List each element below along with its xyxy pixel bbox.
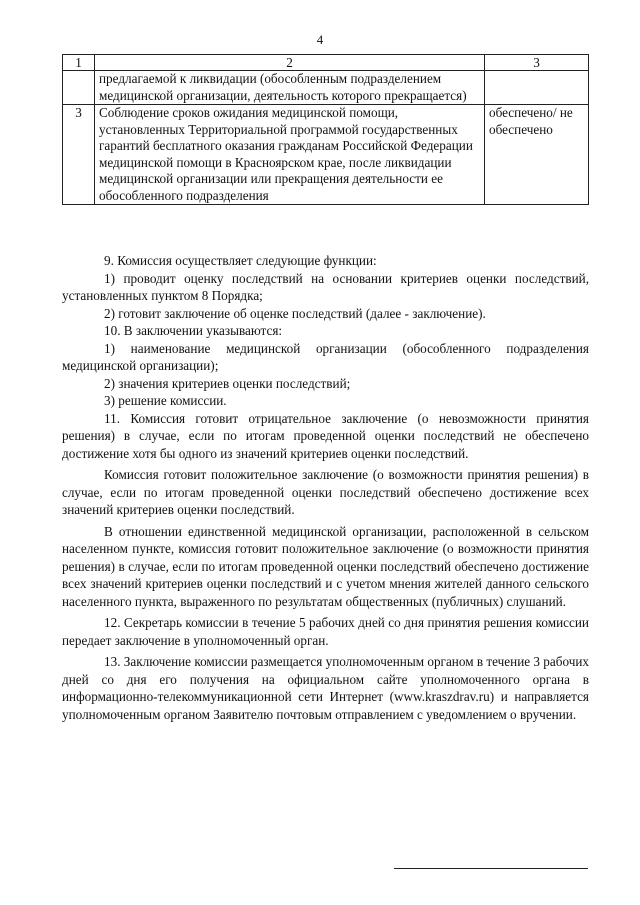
table-header-row — [63, 55, 589, 71]
table-header-cell: 2 — [95, 55, 485, 71]
paragraph: Комиссия готовит положительное заключение (о возможности принятия решения) в случае, если по итогам проведенной оценки последствий обеспечено достижение всех значений критериев оценки последствий. — [62, 467, 589, 517]
paragraph: В отношении единственной медицинской организации, расположенной в сельском населенном пункте, комиссия готовит положительное заключение (о возможности принятия решения) в случае, если по итогам проведенной оценки последствий обеспечено достижение всех значений критериев оценки последствий и с учетом мнения жителей данного сельского населенного пункта, выраженного по результатам общественных (публичных) слушаний. — [62, 523, 589, 609]
criterion-value — [485, 71, 589, 105]
paragraph: 12. Секретарь комиссии в течение 5 рабочих дней со дня принятия решения комиссии передает заключение в уполномоченный орган. — [62, 615, 589, 648]
paragraph: 13. Заключение комиссии размещается уполномоченным органом в течение 3 рабочих дней со дня его получения на официальном сайте уполномоченного органа в информационно-телекоммуникационной сети Интернет (www.kraszdrav.ru) и направляется уполномоченным органом Заявителю почтовым отправлением с уведомлением о вручении. — [62, 654, 589, 722]
paragraph: 2) значения критериев оценки последствий; — [104, 375, 351, 391]
table-header-cell: 1 — [63, 55, 95, 71]
document-body — [62, 252, 589, 723]
paragraph: 1) наименование медицинской организации (обособленного подразделения медицинской организации); — [62, 340, 589, 373]
table-row — [63, 105, 589, 205]
criterion-text: Соблюдение сроков ожидания медицинской помощи, установленных Территориальной программой государственных гарантий бесплатного оказания гражданам Российской Федерации медицинской помощи в Красноярском крае, после ликвидации медицинской организации или прекращения деятельности ее обособленного подразделения — [95, 105, 485, 205]
row-number: 3 — [63, 105, 95, 205]
paragraph: 3) решение комиссии. — [104, 393, 227, 408]
criterion-value: обеспечено/ не обеспечено — [485, 105, 589, 205]
paragraph: 10. В заключении указываются: — [104, 323, 283, 338]
criterion-text: предлагаемой к ликвидации (обособленным подразделением медицинской организации, деятельность которого прекращается) — [95, 71, 485, 105]
page-number: 4 — [316, 32, 324, 47]
paragraph: 9. Комиссия осуществляет следующие функции: — [104, 253, 377, 268]
criteria-table — [62, 54, 589, 205]
row-number — [63, 71, 95, 105]
table-row — [63, 71, 589, 105]
paragraph: 11. Комиссия готовит отрицательное заключение (о невозможности принятия решения) в случае, если по итогам проведенной оценки последствий не обеспечено достижение хотя бы одного из значений критериев оценки последствий. — [62, 410, 589, 461]
footer-divider — [394, 868, 588, 869]
paragraph: 2) готовит заключение об оценке последствий (далее - заключение). — [104, 305, 486, 321]
paragraph: 1) проводит оценку последствий на основании критериев оценки последствий, установленных пунктом 8 Порядка; — [62, 270, 589, 303]
table-header-cell: 3 — [485, 55, 589, 71]
